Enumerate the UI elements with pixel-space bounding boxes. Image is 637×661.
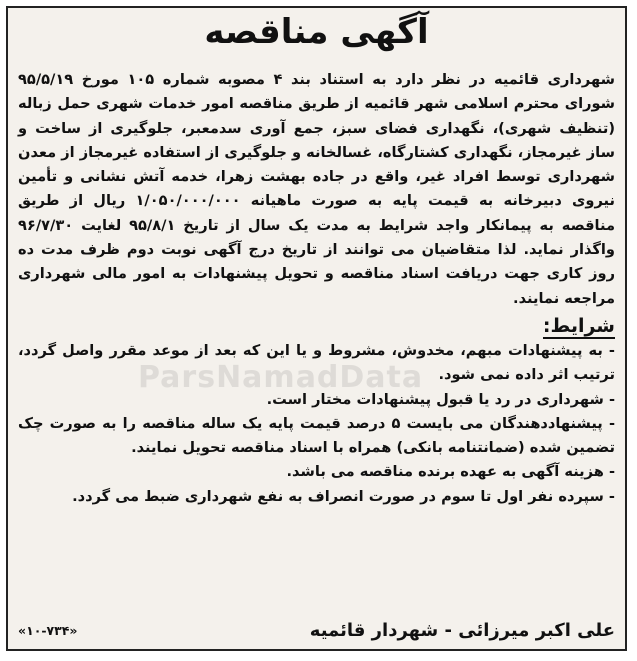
conditions-heading: شرایط: xyxy=(542,314,615,337)
footer xyxy=(18,620,615,641)
condition-item: - شهرداری در رد یا قبول پیشنهادات مختار است. xyxy=(266,390,615,408)
condition-item: - سپرده نفر اول تا سوم در صورت انصراف به نفع شهرداری ضبط می گردد. xyxy=(72,487,615,505)
signature: علی اکبر میرزائی - شهردار قائمیه xyxy=(309,620,615,641)
notice-paragraph: شهرداری قائمیه در نظر دارد به استناد بند ۴ مصوبه شماره ۱۰۵ مورخ ۹۵/۵/۱۹ شورای محترم اسلامی شهر قائمیه از طریق مناقصه امور خدمات شهری حمل زباله (تنظیف شهری)، نگهداری فضای سبز، جمع آوری سدمعبر، جلوگیری از ساخت و ساز غیرمجاز، نگهداری کشتارگاه، غسالخانه و جلوگیری از استفاده غیرمجاز از معدن شهرداری توسط افراد غیر، واقع در جاده بهشت زهرا، خدمه آتش نشانی و تأمین نیروی دبیرخانه به قیمت پایه به صورت ماهیانه ۱/۰۵۰/۰۰۰/۰۰۰ ریال از طریق مناقصه به پیمانکار واجد شرایط به مدت یک سال از تاریخ ۹۵/۸/۱ لغایت ۹۶/۷/۳۰ واگذار نماید. لذا متقاضیان می توانند از تاریخ درج آگهی نوبت دوم ظرف مدت ده روز کاری جهت دریافت اسناد مناقصه و تحویل پیشنهادات به امور مالی شهرداری مراجعه نمایند. xyxy=(18,71,615,307)
watermark: ParsNamadData xyxy=(138,360,424,395)
condition-item: - هزینه آگهی به عهده برنده مناقصه می باشد. xyxy=(286,463,615,481)
notice-frame xyxy=(6,6,627,651)
notice-title: آگهی مناقصه xyxy=(204,12,429,52)
notice-code: «۱۰-۷۳۴» xyxy=(18,623,78,638)
condition-item: - پیشنهاددهندگان می بایست ۵ درصد قیمت پایه یک ساله مناقصه را به صورت چک تضمین شده (ضمانتنامه بانکی) همراه با اسناد مناقصه تحویل نمایند. xyxy=(18,414,615,457)
condition-item: - به پیشنهادات مبهم، مخدوش، مشروط و یا این که بعد از موعد مقرر واصل گردد، ترتیب اثر داده نمی شود. xyxy=(18,341,615,384)
notice-body xyxy=(18,68,615,509)
title-wrap xyxy=(8,12,625,52)
